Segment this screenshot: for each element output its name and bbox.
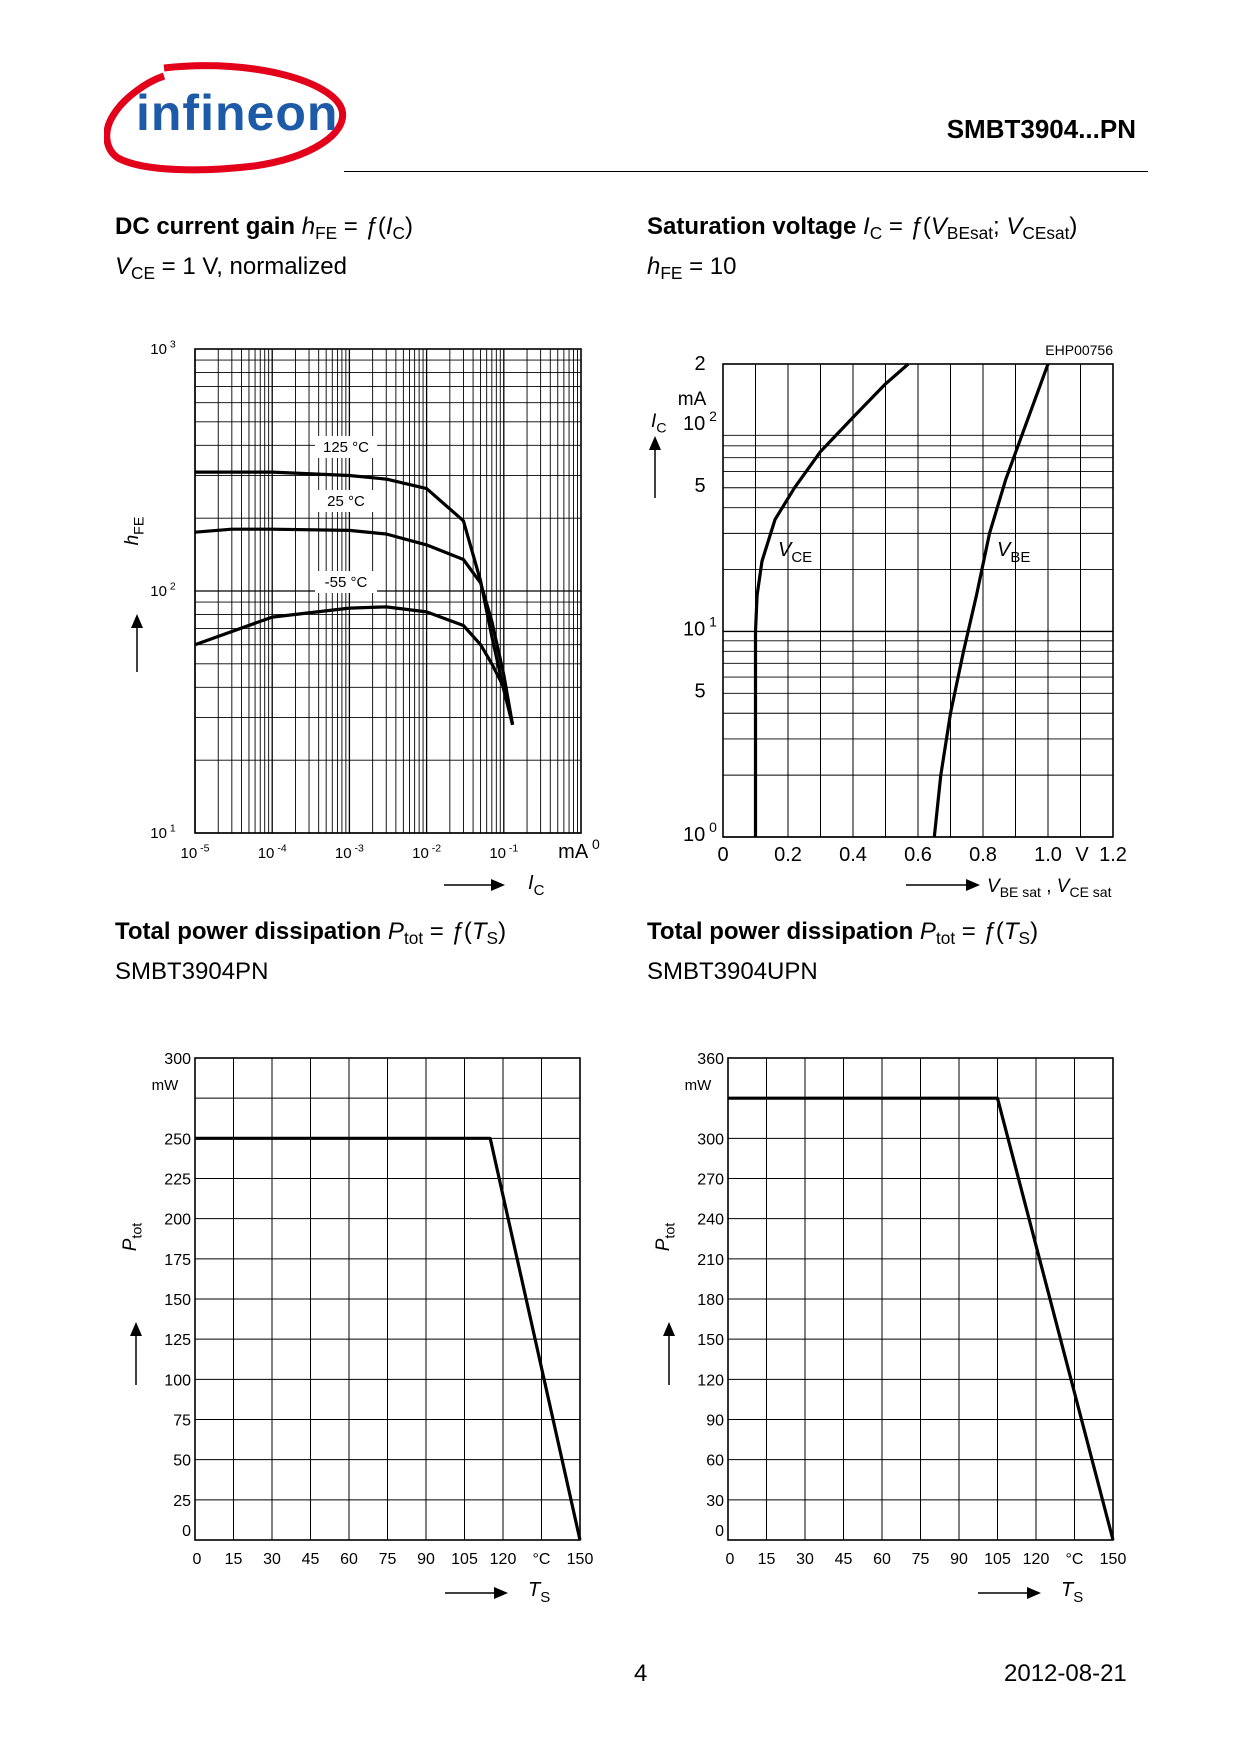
hfe-x-axis-label: $I_C$ [528,872,545,899]
vsat-y-arrow-head [649,436,661,450]
vsat-y-unit: mA [677,389,707,410]
ptot-pn-chart-title: Total power dissipation $P_{tot}$ = $ƒ(T_S)$ [115,918,507,949]
hfe-y-tick-label: 10 $^1$ [150,822,176,842]
vsat-x-tick-label: 0.4 [839,844,867,866]
ptot-pn-x-tick-label: 105 [451,1551,478,1568]
ptot-pn-y-tick-label: 225 [164,1171,191,1189]
ptot-pn-x-unit: °C [532,1551,551,1568]
hfe-chart-title: DC current gain $h_{FE}$ = $ƒ(I_C)$ [115,213,413,244]
footer-date: 2012-08-21 [1004,1660,1127,1687]
ptot-upn-y-tick-label: 60 [706,1452,724,1470]
ptot-pn-y-tick-label: 175 [164,1251,191,1269]
vsat-y-tick-label: 5 [694,680,706,703]
document-title: SMBT3904...PN [946,114,1136,144]
ptot-pn-x-tick-label: 120 [489,1551,517,1568]
ptot-pn-y-tick-label: 25 [173,1492,191,1510]
logo-wordmark: infineon [136,85,339,141]
ptot-pn-y-tick-label: 300 [164,1051,191,1068]
page-number: 4 [634,1660,648,1687]
vsat-chart-subtitle: $h_{FE} = 10$ [647,253,737,284]
ptot-upn-y-tick-label: 0 [715,1523,724,1540]
vsat-series-label: $V_{CE}$ [778,539,813,566]
ptot-upn-x-tick-label: 120 [1022,1551,1050,1568]
vsat-x-axis-label: $V_{BE sat}$ , $V_{CE sat}$ [987,876,1112,900]
ptot-pn-chart-subtitle: SMBT3904PN [115,958,269,985]
ptot-pn-y-tick-label: 150 [164,1292,191,1309]
vsat-y-tick-label: 2 [694,353,706,375]
vsat-y-tick-label: 5 [694,474,706,497]
ptot-pn-x-tick-label: 90 [417,1551,435,1568]
ptot-pn-y-tick-label: 50 [173,1452,191,1470]
ptot-pn-y-tick-label: 250 [164,1131,191,1149]
hfe-x-arrow-head [491,879,505,891]
ptot-pn-y-axis-label: $P_{tot}$ [120,1222,146,1252]
ptot-upn-y-tick-label: 360 [697,1051,724,1068]
ptot-upn-x-tick-label: 15 [757,1551,776,1568]
ptot-pn-y-tick-label: 75 [173,1412,191,1430]
hfe-x-tick-label: 10 $^{-4}$ [257,842,287,862]
ptot-upn-x-tick-label: 150 [1099,1551,1127,1568]
ptot-pn-y-tick-label: 125 [164,1332,191,1350]
ptot-upn-chart-subtitle: SMBT3904UPN [647,958,818,985]
hfe-x-tick-label: 10 $^{-5}$ [180,842,210,862]
vsat-x-arrow-head [966,879,980,891]
ptot-pn-y-unit: mW [151,1077,179,1094]
ptot-upn-y-tick-label: 30 [706,1492,724,1510]
hfe-x-tick-label: 10 $^{-2}$ [412,842,442,862]
ptot-pn-x-tick-label: 45 [301,1551,320,1568]
hfe-chart-subtitle: $V_{CE} = 1$ V, normalized [115,253,347,284]
vsat-y-tick-label: 10 $^2$ [683,407,717,435]
ptot-upn-x-arrow-head [1027,1587,1041,1599]
ptot-upn-y-tick-label: 240 [697,1211,724,1229]
hfe-series-line [195,607,513,725]
vsat-x-tick-label: 0 [717,844,729,866]
ptot-upn-x-tick-label: 75 [911,1551,930,1568]
ptot-pn-x-tick-label: 150 [566,1551,594,1568]
vsat-series-label: $V_{BE}$ [997,539,1031,566]
hfe-y-arrow-head [131,614,143,628]
vsat-y-tick-label: 10 $^1$ [683,613,717,641]
hfe-series-label: 125 °C [322,439,370,456]
ptot-upn-x-unit: °C [1065,1551,1084,1568]
ptot-upn-x-axis-label: $T_S$ [1061,1579,1084,1606]
ptot-upn-x-tick-label: 105 [984,1551,1011,1568]
vsat-figure-code: EHP00756 [1045,342,1113,358]
ptot-pn-x-tick-label: 0 [192,1551,202,1568]
ptot-upn-x-tick-label: 0 [725,1551,735,1568]
ptot-pn-x-tick-label: 30 [263,1551,281,1568]
hfe-x-tick-label: 10 $^{-3}$ [334,842,364,862]
ptot-upn-y-tick-label: 300 [697,1131,724,1149]
hfe-y-tick-label: 10 $^2$ [150,580,176,600]
hfe-x-tick-label: 10 $^{-1}$ [489,842,519,862]
ptot-upn-x-tick-label: 60 [873,1551,891,1568]
ptot-pn-y-tick-label: 0 [182,1523,191,1540]
ptot-upn-x-tick-label: 90 [950,1551,968,1568]
ptot-upn-y-axis-label: $P_{tot}$ [653,1222,679,1252]
vsat-x-tick-label: 1.0 [1034,844,1062,866]
ptot-upn-chart-title: Total power dissipation $P_{tot}$ = $ƒ(T_S)$ [647,918,1039,949]
hfe-x-tick-label: mA $^0$ [558,836,600,863]
ptot-upn-y-arrow-head [663,1322,675,1336]
vsat-x-tick-label: 1.2 [1099,844,1127,866]
ptot-upn-x-tick-label: 45 [834,1551,853,1568]
hfe-y-axis-label: $h_{FE}$ [122,516,148,546]
ptot-upn-y-tick-label: 150 [697,1332,724,1350]
vsat-x-unit: V [1075,844,1089,866]
ptot-pn-x-arrow-head [494,1587,508,1599]
ptot-pn-x-tick-label: 60 [340,1551,358,1568]
ptot-upn-y-tick-label: 90 [706,1412,724,1430]
vsat-y-tick-label: 10 $^0$ [683,819,717,846]
ptot-upn-y-unit: mW [684,1077,712,1094]
vsat-x-tick-label: 0.2 [774,844,802,866]
ptot-upn-y-tick-label: 270 [697,1171,724,1189]
ptot-pn-y-tick-label: 200 [164,1211,191,1229]
vsat-x-tick-label: 0.8 [969,844,997,866]
hfe-series-label: 25 °C [327,493,365,510]
ptot-pn-x-tick-label: 75 [378,1551,397,1568]
ptot-upn-y-tick-label: 180 [697,1292,724,1309]
hfe-series-label: -55 °C [324,574,368,591]
ptot-upn-y-tick-label: 120 [697,1372,724,1390]
vsat-x-tick-label: 0.6 [904,844,932,866]
ptot-upn-x-tick-label: 30 [796,1551,814,1568]
vsat-chart-title: Saturation voltage $I_C$ = $ƒ(V_{BEsat}$; $V_{CEsat}$) [647,213,1078,244]
ptot-pn-y-arrow-head [130,1322,142,1336]
vsat-y-axis-label: $I_C$ [651,411,667,437]
ptot-pn-x-axis-label: $T_S$ [528,1579,551,1606]
ptot-pn-x-tick-label: 15 [224,1551,243,1568]
hfe-y-tick-label: 10 $^3$ [150,338,176,358]
ptot-pn-y-tick-label: 100 [164,1372,191,1390]
ptot-upn-y-tick-label: 210 [697,1251,724,1269]
